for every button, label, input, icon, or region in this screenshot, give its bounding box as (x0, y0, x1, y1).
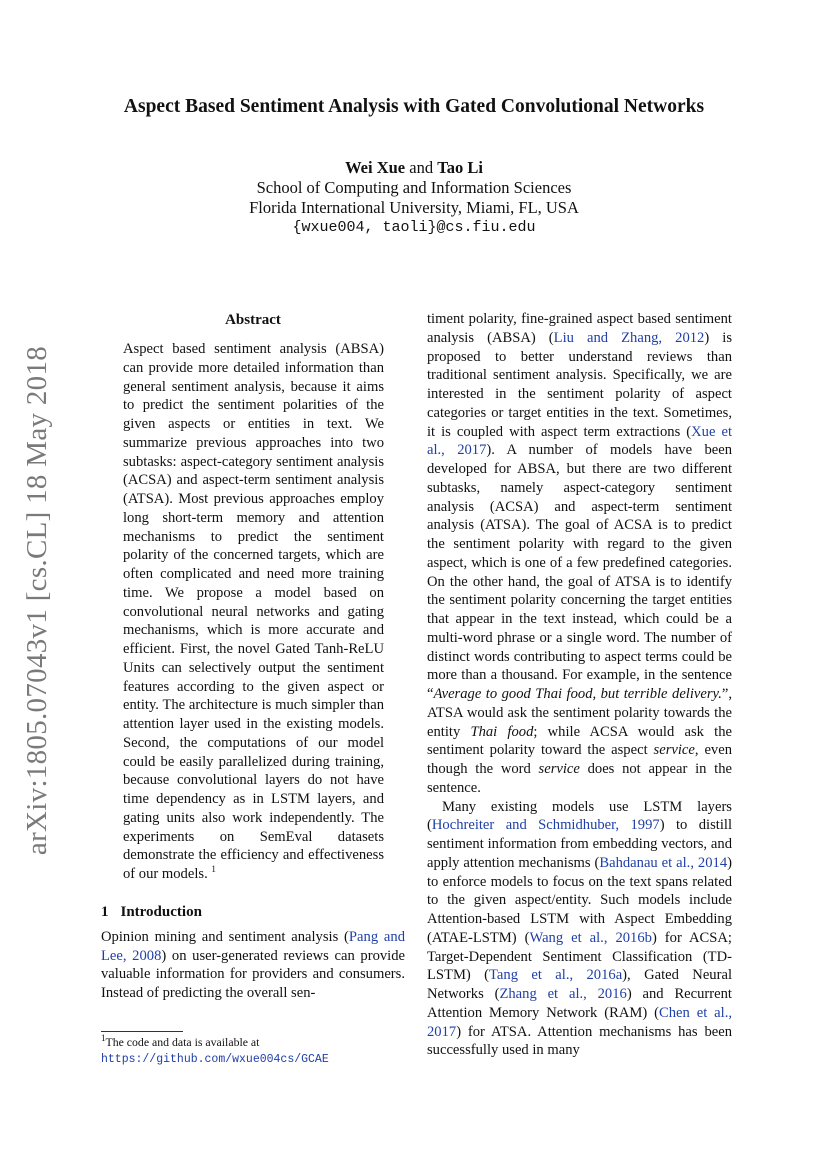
citation-link[interactable]: Tang et al., 2016a (489, 967, 623, 984)
text-run: ). A number of models have been developed for ABSA, but there are two different subtasks, namely aspect-category sentiment analysis (ACSA) and aspect-term sentiment analysis (ATSA). The goal of ACSA is to predict the sentiment polarity with regard to the given aspect, which is one of a few predefined categories. On the other hand, the goal of ATSA is to identify the sentiment polarity concerning the target entities that appear in the text instead, which could be a multi-word phrase or a single word. The number of distinct words contributing to aspect terms could be more than a thousand. For example, in the sentence “ (427, 442, 732, 702)
author-email: {wxue004, taoli}@cs.fiu.edu (292, 219, 536, 236)
abstract-body (123, 340, 384, 884)
example-entity: Thai food (470, 723, 534, 740)
citation-link[interactable]: Hochreiter and Schmidhuber, 1997 (431, 817, 660, 834)
author-name-1: Wei Xue (345, 158, 406, 177)
author-block (0, 158, 828, 238)
citation-link[interactable]: Pang and Lee, 2008 (101, 928, 405, 964)
citation-link[interactable]: Chen et al., 2017 (427, 1004, 732, 1040)
text-run: ) to distill sentiment information from embedding vectors, and apply attention mechanisms ( (427, 817, 732, 871)
affiliation-line-1: School of Computing and Information Sciences (256, 178, 572, 197)
text-run: Opinion mining and sentiment analysis ( (101, 928, 349, 945)
intro-paragraph-1: Opinion mining and sentiment analysis (Pang and Lee, 2008) on user-generated reviews can provide valuable information for providers and consumers. Instead of predicting the overall sen- (101, 928, 405, 1001)
section-heading-introduction (101, 902, 405, 922)
author-conjunction: and (405, 158, 438, 177)
affiliation-line-2: Florida International University, Miami, FL, USA (249, 198, 579, 217)
arxiv-identifier-stamp (14, 340, 62, 860)
citation-link[interactable]: Liu and Zhang, 2012 (553, 329, 705, 346)
paper-title: Aspect Based Sentiment Analysis with Gated Convolutional Networks (123, 96, 705, 117)
text-run: does not appear in the sentence. (427, 761, 732, 796)
example-aspect: service (538, 761, 580, 777)
text-run: ), Gated Neural Networks ( (427, 967, 732, 1002)
citation-link[interactable]: Wang et al., 2016b (529, 929, 652, 946)
section-number: 1 (101, 903, 109, 920)
text-run: Many existing models use LSTM layers ( (427, 798, 732, 834)
text-run: ) for ACSA; Target-Dependent Sentiment Classification (TD-LSTM) ( (427, 929, 732, 984)
text-run: ”, ATSA would ask the sentiment polarity towards the entity (427, 686, 732, 740)
intro-paragraph-1-continued (427, 310, 732, 798)
footnote-url-link[interactable]: https://github.com/wxue004cs/GCAE (101, 1052, 329, 1066)
text-run: ) and Recurrent Attention Memory Network (RAM) ( (427, 986, 732, 1021)
intro-paragraph-2 (427, 798, 732, 1061)
example-sentence: Average to good Thai food, but terrible delivery. (433, 686, 722, 702)
footnote-mark: 1 (101, 1033, 106, 1044)
section-title: Introduction (120, 903, 202, 920)
footnote-rule (101, 1031, 183, 1032)
right-column (427, 310, 732, 1060)
example-aspect: service (653, 742, 695, 759)
abstract-footnote-mark: 1 (211, 864, 216, 875)
text-run: ; while ACSA would ask the sentiment polarity toward the aspect (427, 723, 732, 759)
text-run: ) is proposed to better understand reviews than traditional sentiment analysis. Specifically, we are interested in the sentiment polarity of aspect categories or target entities in the text. Sometimes, it is coupled with aspect term extractions ( (427, 329, 733, 440)
citation-link[interactable]: Bahdanau et al., 2014 (599, 854, 728, 871)
abstract-heading: Abstract (225, 312, 281, 328)
text-run: timent polarity, fine-grained aspect based sentiment analysis (ABSA) ( (427, 311, 732, 346)
abstract-text: Aspect based sentiment analysis (ABSA) can provide more detailed information than general sentiment analysis, because it aims to predict the sentiment polarities of the given aspects or entities in text. We summarize previous approaches into two subtasks: aspect-category sentiment analysis (ACSA) and aspect-term sentiment analysis (ATSA). Most previous approaches employ long short-term memory and attention mechanisms to predict the sentiment polarity of the concerned targets, which are often complicated and need more training time. We propose a model based on convolutional neural networks and gating mechanisms, which is more accurate and efficient. First, the novel Gated Tanh-ReLU Units can selectively output the sentiment features according to the given aspect or entity. The architecture is much simpler than attention layer used in the existing models. Second, the computations of our model could be easily parallelized during training, because convolutional layers do not have time dependency as in LSTM layers, and gating units also work independently. The experiments on SemEval datasets demonstrate the efficiency and effectiveness of our models. (123, 341, 384, 882)
text-run: ) on user-generated reviews can provide valuable information for providers and consumers. Instead of predicting the overall sen (101, 947, 405, 1001)
text-run: ) for ATSA. Attention mechanisms has been successfully used in many (427, 1023, 732, 1059)
author-name-2: Tao Li (437, 158, 483, 177)
citation-link[interactable]: Xue et al., 2017 (427, 423, 732, 459)
footnote-text: The code and data is available at (105, 1035, 260, 1049)
left-column (101, 310, 405, 1003)
text-run: , even though the word (427, 742, 732, 777)
arxiv-identifier-text: arXiv:1805.07043v1 [cs.CL] 18 May 2018 (21, 345, 54, 855)
footnote (101, 1035, 405, 1067)
text-run: ) to enforce models to focus on the text spans related to the given aspect/entity. Such models include Attention-based LSTM with Aspect Embedding (ATAE-LSTM) ( (427, 854, 732, 946)
citation-link[interactable]: Zhang et al., 2016 (499, 986, 627, 1002)
